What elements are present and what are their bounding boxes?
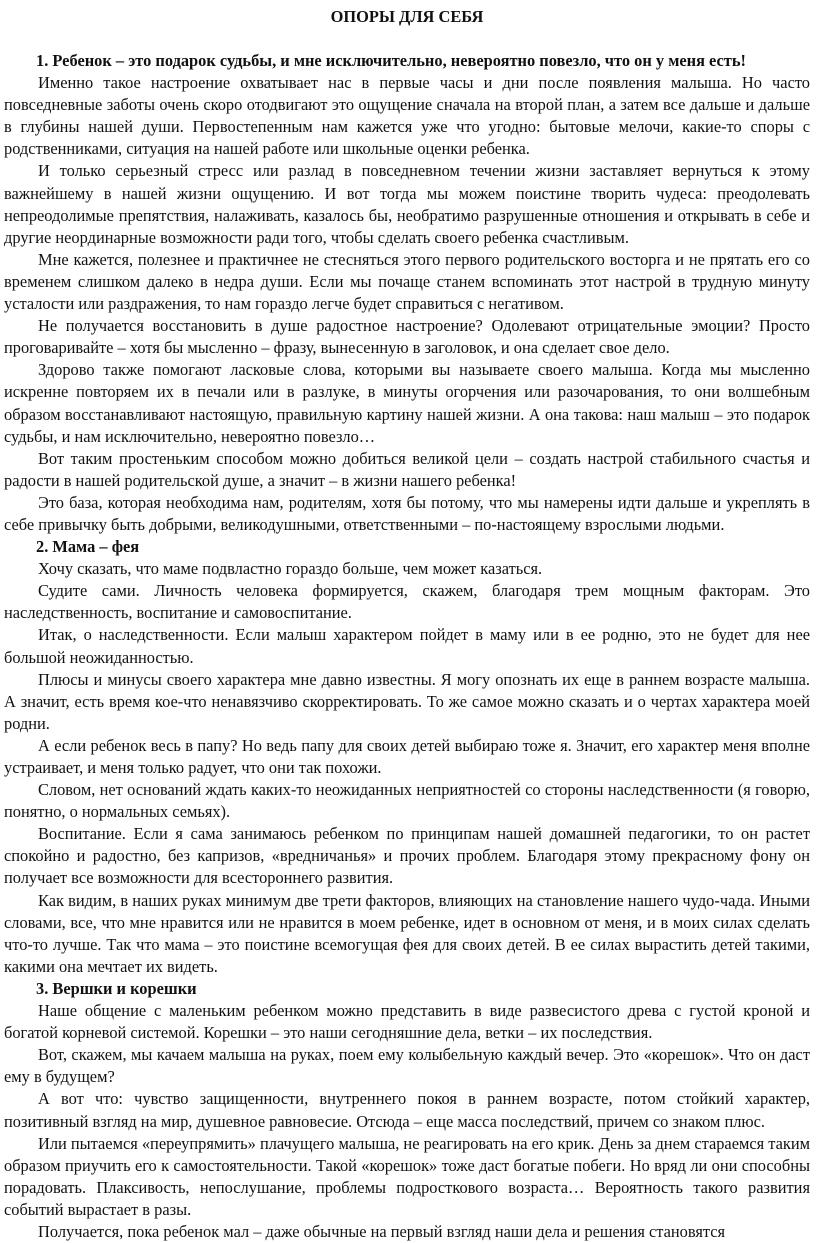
paragraph: Именно такое настроение охватывает нас в первые часы и дни после появления малыша. Но часто повседневные заботы очень скоро отодвигают это ощущение сначала на второй план, а затем все дальше и дальше в глубины нашей души. Первостепенным нам кажется уже что угодно: бытовые мелочи, какие-то споры с родственниками, ситуация на нашей работе или школьные оценки ребенка. xyxy=(4,73,810,159)
section-heading: 2. Мама – фея xyxy=(36,537,140,557)
paragraph: Вот, скажем, мы качаем малыша на руках, поем ему колыбельную каждый вечер. Это «корешок». Что он даст ему в будущем? xyxy=(4,1045,810,1087)
paragraph: Получается, пока ребенок мал – даже обычные на первый взгляд наши дела и решения становятся xyxy=(38,1221,726,1241)
paragraph: Плюсы и минусы своего характера мне давно известны. Я могу опознать их еще в раннем возрасте малыша. А значит, есть время кое-что ненавязчиво скорректировать. То же самое можно сказать и о чертах характера моей родни. xyxy=(4,669,810,733)
paragraph: Не получается восстановить в душе радостное настроение? Одолевают отрицательные эмоции? Просто проговаривайте – хотя бы мысленно – фразу, вынесенную в заголовок, и она сделает свое дело. xyxy=(4,316,810,358)
section-heading: 3. Вершки и корешки xyxy=(36,978,197,998)
section-heading: 1. Ребенок – это подарок судьбы, и мне исключительно, невероятно повезло, что он у меня есть! xyxy=(36,51,746,70)
paragraph: Это база, которая необходима нам, родителям, хотя бы потому, что мы намерены идти дальше и укреплять в себе привычку быть добрыми, великодушными, ответственными – по-настоящему взрослыми людьми. xyxy=(4,492,810,534)
paragraph: А если ребенок весь в папу? Но ведь папу для своих детей выбираю тоже я. Значит, его характер меня вполне устраивает, и меня только радует, что они так похожи. xyxy=(4,735,810,777)
section-3 xyxy=(4,978,810,1243)
paragraph: Наше общение с маленьким ребенком можно представить в виде развесистого древа с густой кроной и богатой корневой системой. Корешки – это наши сегодняшние дела, ветки – их последствия. xyxy=(4,1001,810,1043)
paragraph: Вот таким простеньким способом можно добиться великой цели – создать настрой стабильного счастья и радости в нашей родительской душе, а значит – в жизни нашего ребенка! xyxy=(4,448,810,490)
paragraph: Хочу сказать, что маме подвластно гораздо больше, чем может казаться. xyxy=(38,559,543,579)
paragraph: Словом, нет оснований ждать каких-то неожиданных неприятностей со стороны наследственности (я говорю, понятно, о нормальных семьях). xyxy=(4,780,810,822)
paragraph: Или пытаемся «переупрямить» плачущего малыша, не реагировать на его крик. День за днем стараемся таким образом приучить его к самостоятельности. Такой «корешок» тоже даст богатые побеги. Но вряд ли они способны порадовать. Плаксивость, непослушание, проблемы подросткового возраста… Вероятность такого развития событий вырастает в разы. xyxy=(4,1133,811,1219)
paragraph: Судите сами. Личность человека формируется, скажем, благодаря трем мощным факторам. Это наследственность, воспитание и самовоспитание. xyxy=(4,581,810,623)
section-1 xyxy=(4,50,810,536)
paragraph: Итак, о наследственности. Если малыш характером пойдет в маму или в ее родню, это не будет для нее большой неожиданностью. xyxy=(4,625,810,667)
paragraph: Воспитание. Если я сама занимаюсь ребенком по принципам нашей домашней педагогики, то он растет спокойно и радостно, без капризов, «вредничанья» и прочих проблем. Благодаря этому прекрасному фону он получает все возможности для всестороннего развития. xyxy=(4,824,810,888)
paragraph: А вот что: чувство защищенности, внутреннего покоя в раннем возрасте, потом стойкий характер, позитивный взгляд на мир, душевное равновесие. Отсюда – еще масса последствий, причем со знаком плюс. xyxy=(4,1089,810,1131)
paragraph: И только серьезный стресс или разлад в повседневном течении жизни заставляет вернуться к этому важнейшему в нашей жизни ощущению. И вот тогда мы можем поистине творить чудеса: преодолевать непреодолимые препятствия, налаживать, казалось бы, необратимо разрушенные отношения и открывать в себе и другие неординарные возможности ради того, чтобы сделать своего ребенка счастливым. xyxy=(4,161,810,247)
document-title: ОПОРЫ ДЛЯ СЕБЯ xyxy=(330,7,484,26)
paragraph: Как видим, в наших руках минимум две трети факторов, влияющих на становление нашего чудо-чада. Иными словами, все, что мне нравится или не нравится в моем ребенке, идет в основном от меня, и в моих силах сделать что-то лучше. Так что мама – это поистине всемогущая фея для своих детей. В ее силах вырастить детей такими, какими она мечтает их видеть. xyxy=(4,890,810,976)
section-2 xyxy=(4,536,810,978)
paragraph: Здорово также помогают ласковые слова, которыми вы называете своего малыша. Когда мы мысленно искренне повторяем их в печали или в разлуке, в минуты огорчения или разочарования, то они волшебным образом восстанавливают настоящую, правильную картину нашей жизни. А она такова: наш малыш – это подарок судьбы, и нам исключительно, невероятно повезло… xyxy=(4,360,810,446)
paragraph: Мне кажется, полезнее и практичнее не стесняться этого первого родительского восторга и не прятать его со временем слишком далеко в недра души. Если мы почаще станем вспоминать этот настрой в трудную минуту усталости или раздражения, то нам гораздо легче будет справиться с негативом. xyxy=(4,249,810,314)
